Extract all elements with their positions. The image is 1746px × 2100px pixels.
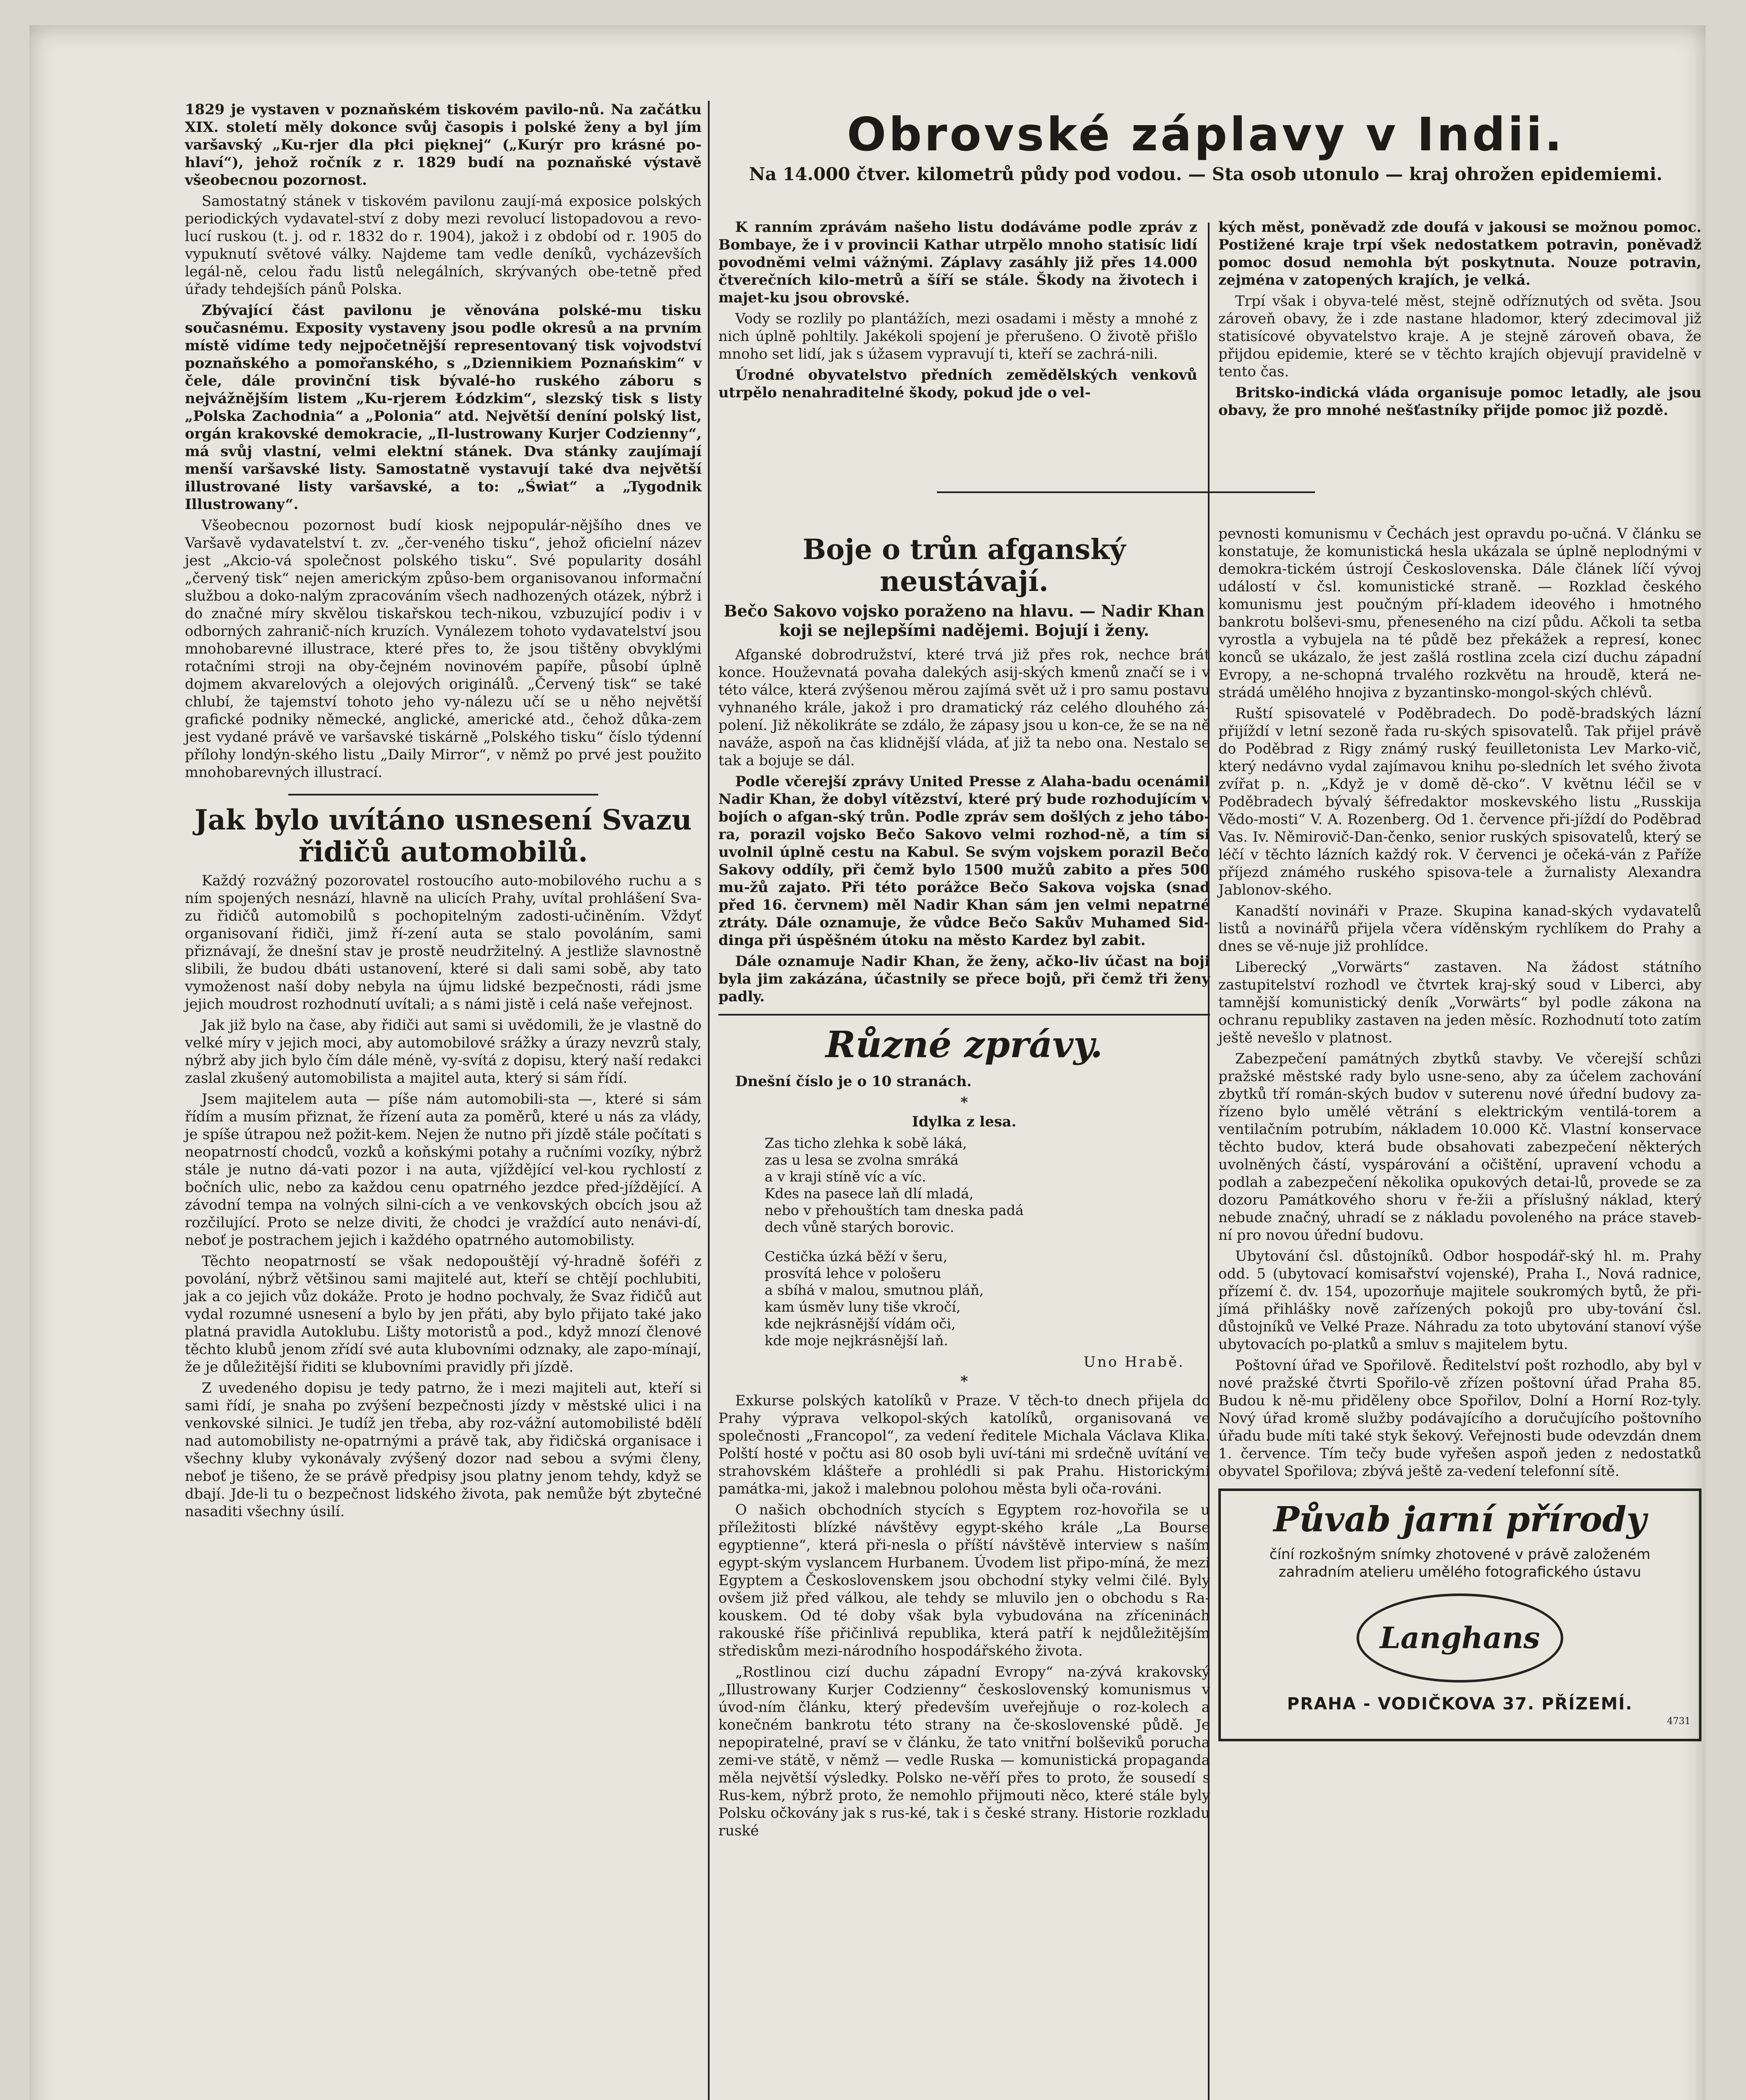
news-item: Ruští spisovatelé v Poděbradech. Do podě-bradských lázní přijíždí v letní sezoně řada ru-ských spisovatelů. Tak přijel právě do Poděbrad z Rigy známý ruský feuilletonista Lev Marko-vič, který nedávno vydal zajímavou knihu po-sledních let svého života zvířat p. n. „Když je v domě dě-cko“. V květnu léčil se v Poděbradech bývalý šéfredaktor moskevského listu „Russkija Vědo-mosti“ V. A. Rozenberg. Od 1. července při-jíždí do Poděbrad Vas. Iv. Němirovič-Dan-čenko, senior ruských spisovatelů, který se léčí v těchto lázních každý rok. V červenci je očeká-ván z Paříže příjezd známého ruského spisova-tele a žurnalisty Alexandra Jablonov-ského. bbox=[1218, 705, 1701, 898]
poem-line: Kdes na pasece laň dlí mladá, bbox=[765, 1185, 974, 1202]
india-paragraph: Vody se rozlily po plantážích, mezi osadami i městy a mnohé z nich úplně pohltily. Jakékoli spojení je přerušeno. O životě přišlo mnoho set lidí, jak s úžasem vypravují ti, kteří se zachrá-nili. bbox=[718, 310, 1197, 362]
column-right bbox=[1218, 525, 1701, 1741]
poem-line: kde nejkrásnější vídám oči, bbox=[765, 1315, 956, 1332]
poem-line bbox=[765, 1236, 1210, 1248]
ad-code: 4731 bbox=[1667, 1716, 1691, 1727]
langhans-logo: Langhans bbox=[1357, 1593, 1563, 1683]
ad-address: PRAHA - VODIČKOVA 37. PŘÍZEMÍ. bbox=[1287, 1694, 1633, 1714]
poem-line: nebo v přehouštích tam dneska padá bbox=[765, 1202, 1024, 1218]
india-paragraph: Britsko-indická vláda organisuje pomoc letadly, ale jsou obavy, že pro mnohé nešťastníky přijde pomoc již pozdě. bbox=[1218, 384, 1701, 419]
poem-line: dech vůně starých borovic. bbox=[765, 1219, 955, 1235]
separator-star: * bbox=[960, 1373, 968, 1390]
article-drivers-paragraph: Těchto neopatrností se však nedopouštějí vý-hradně šoféři z povolání, nýbrž většinou sami majitelé aut, kteří se chtějí pochlubiti, jak a co jejich vůz dokáže. Proto je hodno pochvaly, že Svaz řidičů aut vydal rozumné usnesení a bylo by jen přáti, aby bylo přijato také jako platná pravidla Autoklubu. Lišty motoristů a pod., když mnozí členové těchto klubů jenom zřídí své auta klubovními odznaky, ale zapo-mínají, že je důležitější řiditi se klubovními pravidly při jízdě. bbox=[185, 1253, 702, 1376]
article-poznan-intro: 1829 je vystaven v poznaňském tiskovém pavilo-nů. Na začátku XIX. století měly dokonce svůj časopis i polské ženy a byl jím varšavský „Ku-rjer dla płci pięknej“ („Kurýr pro krásné po-hlaví“), jehož ročník z r. 1829 budí na poznaňské výstavě všeobecnou pozornost. bbox=[185, 101, 702, 189]
advertisement-langhans bbox=[1218, 1488, 1701, 1741]
news-item: Kanadští novináři v Praze. Skupina kanad-ských vydavatelů listů a novinářů přijela včera víděnským rychlíkem do Prahy a dnes se vě-nuje již prohlídce. bbox=[1218, 903, 1701, 955]
news-item: Exkurse polských katolíků v Praze. V těch-to dnech přijela do Prahy výprava velkopol-ských katolíků, organisovaná ve společnosti „Francopol“, za vedení ředitele Michala Václava Klika. Polští hosté v počtu asi 80 osob byli uví-táni mi srdečně uvítání ve strahovském klášteře a prohlédli si pak Prahu. Historickými památka-mi, jakož i malebnou polohou města byli oča-rováni. bbox=[718, 1392, 1210, 1497]
column-middle bbox=[718, 525, 1210, 1843]
article-drivers-paragraph: Každý rozvážný pozorovatel rostoucího auto-mobilového ruchu a s ním spojených nesnází, hlavně na ulicích Prahy, uvítal prohlášení Sva-zu řidičů automobilů s pochopitelným zadosti-učiněním. Vždyť organisovaní řidiči, jimž ří-zení auta se stalo povoláním, sami přiznávají, že dnešní stav je prostě neudržitelný. A jestliže slavnostně slibili, že budou dbáti ustanovení, které si dali sami sobě, aby tato vymoženost naší doby nebyla na újmu lidské bezpečnosti, rádi jsme jejich moudrost rozhodnutí uvítali; a s námi jistě i celá naše veřejnost. bbox=[185, 872, 702, 1013]
poem-line: Cestička úzká běží v šeru, bbox=[765, 1248, 948, 1265]
article-afghan-paragraph: Podle včerejší zprávy United Presse z Alaha-badu ocenámil Nadir Khan, že dobyl vítězství, které prý bude rozhodujícím v bojích o afgan-ský trůn. Podle zpráv sem došlých z jeho tábo-ra, porazil vojsko Bečo Sakovo velmi rozhod-ně, a tím si uvolnil úplně cestu na Kabul. Se svým vojskem porazil Bečo Sakovy oddíly, při čemž bylo 1500 mužů zabito a přes 500 mu-žů zajato. Při této porážce Bečo Sakova vojska (snad před 16. červnem) měl Nadir Khan sám jen velmi nepatrné ztráty. Dále oznamuje, že vůdce Bečo Sakův Muhamed Sid-dinga při úspěšném útoku na město Kardez byl zabit. bbox=[718, 773, 1210, 949]
article-divider bbox=[288, 794, 598, 795]
poem-line: prosvítá lehce v pološeru bbox=[765, 1265, 941, 1281]
poem-line: a v kraji stíně víc a víc. bbox=[765, 1168, 926, 1185]
column-left bbox=[185, 101, 702, 1524]
india-article-left bbox=[718, 218, 1197, 405]
poem-line: a sbíhá v malou, smutnou pláň, bbox=[765, 1282, 984, 1298]
poem-author: Uno Hrabě. bbox=[1083, 1354, 1185, 1370]
poem bbox=[765, 1135, 1210, 1349]
india-article-right bbox=[1218, 218, 1701, 423]
news-item: O našich obchodních stycích s Egyptem roz-hovořila se u příležitosti blízké návštěvy egypt-ského krále „La Bourse egyptienne“, která při-nesla o příští návštěvě interview s naším egypt-ským vyslancem Hurbanem. Úvodem list připo-míná, že mezi Egyptem a Československem jsou obchodní styky velmi čilé. Byly ovšem již před válkou, ale tehdy se mluvilo jen o obchodu s Ra-kouskem. Od té doby však byla vybudována na zříceninách rakouské říše přičinlivá republika, která patří k nejdůležitějším střediskům mezi-národního hospodářského života. bbox=[718, 1502, 1210, 1659]
news-item: Ubytování čsl. důstojníků. Odbor hospodář-ský hl. m. Prahy odd. 5 (ubytovací komisařství vojenské), Praha I., Nová radnice, přízemí č. dv. 154, upozorňuje majitele soukromých bytů, že při-jímá přihlášky nově zařízených pokojů pro uby-tování čsl. důstojníků ve Velké Praze. Náhradu za toto ubytování stanoví výše ubytovacích po-platků a smluv s majitelem bytu. bbox=[1218, 1248, 1701, 1353]
article-poznan-paragraph: Všeobecnou pozornost budí kiosk nejpopulár-nějšího dnes ve Varšavě vydavatelství t. zv. „čer-veného tisku“, jehož oficielní název jest „Akcio-vá společnost polského tisku“. Své popularity dosáhl „červený tisk“ nejen americkým způso-bem organisovanou informační službou a doko-nalým zpracováním všech nadhozených otázek, nýbrž i do značné míry skvělou tiskařskou tech-nikou, vzbuzující podiv i v odborných zahranič-ních kruzích. Vynálezem tohoto vydavatelství jsou mnohobarevné illustrace, které přes to, že jsou tištěny obvyklými rotačními stroji na oby-čejném novinovém papíře, působí úplně dojmem akvarelových a olejových originálů. „Červený tisk“ se také chlubí, že tajemství tohoto jeho vy-nálezu učí se u něho největší grafické podniky německé, anglické, americké atd., čehož důka-zem jest vydané právě ve varšavské tiskárně „Polského tisku“ číslo týdenní přílohy londýn-ského listu „Daily Mirror“, v němž po prvé jest použito mnohobarevných illustrací. bbox=[185, 517, 702, 781]
article-afghan-paragraph: Afganské dobrodružství, které trvá již přes rok, nechce brát konce. Houževnatá povaha dalekých asij-ských kmenů značí se i v této válce, která zvýšenou měrou zajímá svět už i pro samu postavu vyhnaného krále, jakož i pro dramatický ráz celého dlouhého zá-polení. Již několikráte se zdálo, že zápasy jsou u kon-ce, že se na ně naváže, aspoň na čas klidnější vláda, ať již ta nebo ona. Nestalo se tak a bojuje se dál. bbox=[718, 646, 1210, 769]
ad-title: Půvab jarní přírody bbox=[1273, 1499, 1646, 1540]
headline-divider bbox=[937, 491, 1315, 493]
poem-line: Zas ticho zlehka k sobě láká, bbox=[765, 1135, 967, 1151]
poem-line: kam úsměv luny tiše vkročí, bbox=[765, 1299, 961, 1315]
news-note: Dnešní číslo je o 10 stranách. bbox=[735, 1073, 972, 1090]
separator-star: * bbox=[960, 1094, 968, 1111]
article-afghan-title: Boje o trůn afganský neustávají. bbox=[802, 533, 1126, 598]
ad-text: číní rozkošným snímky zhotovené v právě založeném zahradním atelieru umělého fotografického ústavu bbox=[1269, 1546, 1651, 1580]
poem-line: zas u lesa se zvolna smráká bbox=[765, 1152, 959, 1168]
article-divider bbox=[718, 1014, 1210, 1016]
news-item: pevnosti komunismu v Čechách jest opravdu po-učná. V článku se konstatuje, že komunistická hesla ukázala se úplně neplodnými v demokra-tickém ústrojí Československa. Dále článek líčí vývoj událostí v čsl. komunistické straně. — Rozklad českého komunismu jest poučným pří-kladem ideového i hmotného bankrotu bolševi-smu, přeneseného na cizí půdu. Ačkoli ta setba vyrostla a vybujela na té půdě bez překážek a represí, konec konců se ukázalo, že jest zašlá rostlina zcela cizí duchu západní Evropy, a ne-schopná trvalého rozkvětu na hroudě, která ne-strádá umělého hnojiva z byzantinsko-mongol-ských chlévů. bbox=[1218, 525, 1701, 701]
news-item: Liberecký „Vorwärts“ zastaven. Na žádost státního zastupitelství rozhodl ve čtvrtek kraj-ský soud v Liberci, aby tamnější komunistický deník „Vorwärts“ byl podle zákona na ochranu republiky zastaven na jeden měsíc. Rozhodnutí toto zatím ještě nevešlo v platnost. bbox=[1218, 959, 1701, 1046]
news-item: Zabezpečení památných zbytků stavby. Ve včerejší schůzi pražské městské rady bylo usne-seno, aby za účelem zachování zbytků tří román-ských budov v suterenu nové úřední budovy za-řízeno bylo umělé větrání s elektrickým ventilá-torem a ventilačním potrubím, nákladem 10.000 Kč. Vlastní konservace těchto budov, která bude obsahovati zabezpečení některých uvolněných částí, vyspárování a očištění, upravení vchodu a podlah a zabezpečení několika opukových detai-lů, provede se za dozoru Památkového shoru v ře-žii a příslušný náklad, který nebude značný, uhradí se z nákladu povoleného na práce staveb-ní pro novou úřední budovu. bbox=[1218, 1050, 1701, 1244]
india-paragraph: K ranním zprávám našeho listu dodáváme podle zpráv z Bombaye, že i v provincii Kathar utrpělo mnoho statisíc lidí povodněmi velmi vážnými. Záplavy zasáhly již přes 14.000 čtverečních kilo-metrů a šíří se stále. Škody na životech i majet-ku jsou obrovské. bbox=[718, 219, 1197, 306]
section-news-title: Různé zprávy. bbox=[825, 1024, 1103, 1066]
column-divider bbox=[708, 101, 710, 2100]
newspaper-page bbox=[29, 25, 1706, 2100]
article-drivers-title: Jak bylo uvítáno usnesení Svazu řidičů automobilů. bbox=[195, 803, 692, 868]
india-paragraph: kých měst, poněvadž zde doufá v jakousi se možnou pomoc. Postižené kraje trpí všek nedostatkem potravin, poněvadž pomoc dosud nemohla být poskytnuta. Nouze potravin, zejména v zatopených krajích, je velká. bbox=[1218, 219, 1701, 289]
india-paragraph: Úrodné obyvatelstvo předních zemědělských venkovů utrpělo nenahraditelné škody, pokud jde o vel- bbox=[718, 367, 1197, 401]
news-item: Poštovní úřad ve Spořilově. Ředitelství pošt rozhodlo, aby byl v nové pražské čtvrti Spořilo-vě zřízen poštovní úřad Praha 85. Budou k ně-mu přiděleny obce Spořilov, Dolní a Horní Roz-tyly. Nový úřad kromě služby podávajícího a doručujícího poštovního úřadu bude míti také styk šekový. Veřejnosti bude odevzdán dnem 1. července. Tím tečy bude vyřešen aspoň jeden z nedostatků obyvatel Spořilova; zbývá ještě za-vedení telefonní sítě. bbox=[1218, 1357, 1701, 1480]
article-poznan-paragraph: Samostatný stánek v tiskovém pavilonu zaují-má exposice polských periodických vydavatel-ství z doby mezi revolucí listopadovou a revo-lucí ruskou (t. j. od r. 1832 do r. 1904), jakož i z období od r. 1905 do vypuknutí světové války. Najdeme tam vedle deníků, vycházevších legál-ně, celou řadu listů nelegálních, skrývaných obe-tetně před úřady tehdejších pánů Polska. bbox=[185, 193, 702, 298]
article-drivers-paragraph: Jsem majitelem auta — píše nám automobili-sta —, které si sám řídím a musím přiznat, že řízení auta za poměrů, které u nás za vlády, je spíše útrapou než požit-kem. Nejen že nutno při jízdě stále počítati s neopatrností chodců, vozků a koňskými potahy a ručními vozíky, nýbrž stále je nutno dá-vati pozor i na auta, vjíždějící vel-kou rychlostí z bočních ulic, nebo za každou cenu opatrného jezdce před-jíždějící. A závodní tempa na volných silni-cích a ve venkovských obcích jsou až rozčilující. Proto se nelze diviti, že chodci je vraždící auto nenávi-dí, neboť je postrachem jejich i každého opatrného automobilisty. bbox=[185, 1091, 702, 1249]
article-afghan-paragraph: Dále oznamuje Nadir Khan, že ženy, ačko-liv účast na boji byla jim zakázána, účastnily se přece bojů, při čemž tři ženy padly. bbox=[718, 953, 1210, 1005]
article-drivers-paragraph: Z uvedeného dopisu je tedy patrno, že i mezi majiteli aut, kteří si sami řídí, je snaha po zvýšení bezpečnosti jízdy v městské ulici i na venkovské silnici. Je tudíž jen třeba, aby roz-vážní automobilisté bdělí nad automobilisty ne-opatrnými a právě tak, aby řidičská organisace i všechny kluby vykonávaly zvýšený dozor nad sebou a svými členy, neboť je tišeno, že se právě předpisy jsou platny jenom tehdy, když se dbají. Jde-li tu o bezpečnost lidského života, pak nemůže být zbytečné nasaditi všechny úsilí. bbox=[185, 1380, 702, 1520]
article-poznan-paragraph: Zbývající část pavilonu je věnována polské-mu tisku současnému. Exposity vystaveny jsou podle okresů a na prvním místě vidíme tedy nejpočetnější representovaný tisk vojvodství poznaňského a pomořanského, s „Dziennikiem Poznańskim“ v čele, dále provinční tisk bývalé-ho ruského záboru s nejvážnějším listem „Ku-rjerem Łódzkim“, slezský tisk s listy „Polska Zachodnia“ a „Polonia“ atd. Největší deníní polský list, orgán krakovské demokracie, „Il-lustrowany Kurjer Codzienny“, má svůj vlastní, velmi elektní stánek. Dva stánky zaujímají menší varšavské listy. Samostatně vystavují také dva největší illustrované listy varšavské, a to: „Świat“ a „Tygodnik Illustrowany“. bbox=[185, 302, 702, 513]
article-afghan-subtitle: Bečo Sakovo vojsko poraženo na hlavu. — Nadir Khan koji se nejlepšími nadějemi. Bojují i ženy. bbox=[723, 601, 1205, 640]
poem-line: kde moje nejkrásnější laň. bbox=[765, 1332, 948, 1349]
headline-india-title: Obrovské záplavy v Indii. bbox=[847, 108, 1565, 161]
article-drivers-paragraph: Jak již bylo na čase, aby řidiči aut sami si uvědomili, že je vlastně do velké míry v jejich moci, aby automobilové srážky a úrazy nevzrů staly, nýbrž aby jich bylo čím dále méně, vy-svítá z dopisu, který naší redakci zaslal zkušený automobilista a majitel auta, který si sám řídí. bbox=[185, 1017, 702, 1087]
poem-title: Idylka z lesa. bbox=[912, 1113, 1017, 1130]
india-paragraph: Trpí však i obyva-telé měst, stejně odříznutých od světa. Jsou zároveň obavy, že i zde nastane hladomor, který zdecimoval již statisícové obyvatelstvo kraje. A je stejně zároveň obava, že přijdou epidemie, které se v těchto krajích objevují pravidelně v tento čas. bbox=[1218, 293, 1701, 380]
news-item: „Rostlinou cizí duchu západní Evropy“ na-zývá krakovský „Illustrowany Kurjer Codzienny“ československý komunismus v úvod-ním článku, který především uveřejňuje o roz-kolech a konečném bankrotu této strany na če-skoslovenské půdě. Je nepopiratelné, praví se v článku, že tato vnitřní bolševiků porucha zemi-ve státě, v němž — vedle Ruska — komunistická propaganda měla největší výsledky. Polsko ne-věří přes to proto, že sousedí s Rus-kem, nýbrž proto, že nemohlo přijmouti něco, které stále byly Polsku očkovány jak s rus-ké, tak i s české strany. Historie rozkladu ruské bbox=[718, 1664, 1210, 1839]
headline-india-subtitle: Na 14.000 čtver. kilometrů půdy pod vodou. — Sta osob utonulo — kraj ohrožen epidemiemi. bbox=[749, 164, 1663, 184]
